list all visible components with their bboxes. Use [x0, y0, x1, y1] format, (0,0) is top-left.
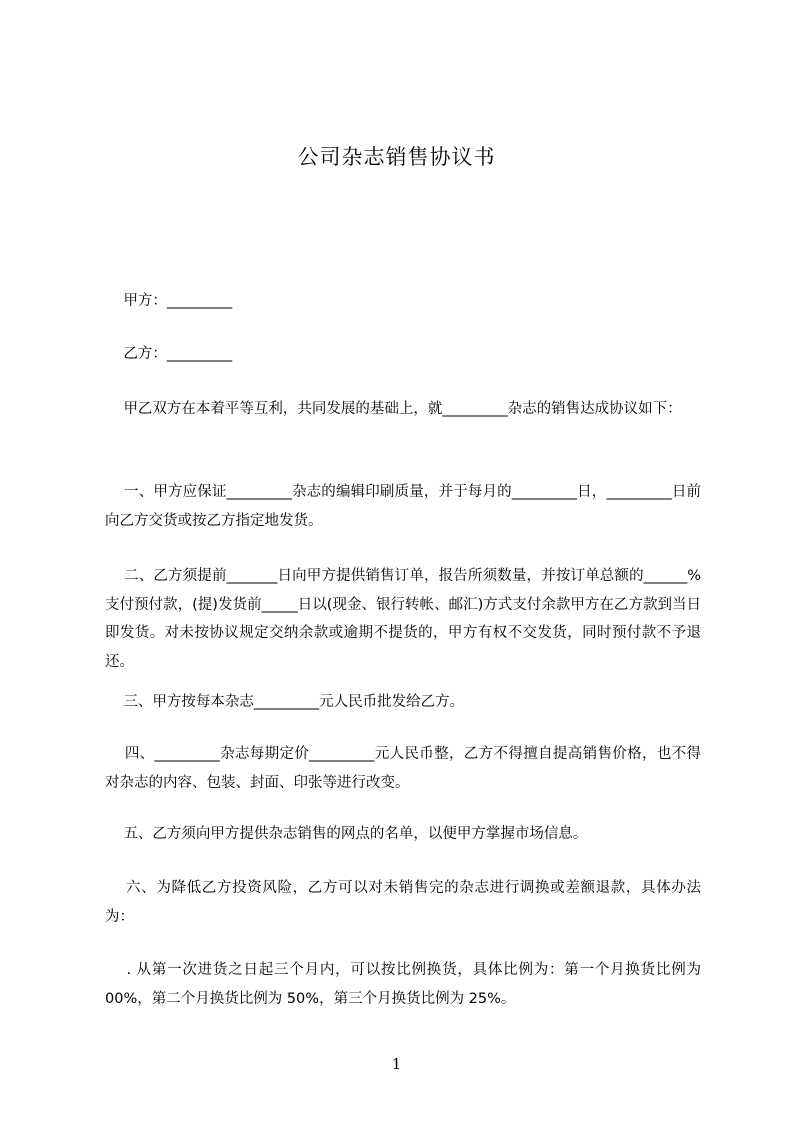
clause-4-paragraph: 四、_________杂志每期定价_________元人民币整，乙方不得擅自提高销售价格，也不得对杂志的内容、包装、封面、印张等进行改变。: [105, 746, 702, 791]
clause-1-paragraph: 一、甲方应保证_________杂志的编辑印刷质量，并于每月的_________日，_________日前向乙方交货或按乙方指定地发货。: [105, 484, 702, 529]
page-number: 1: [391, 1055, 402, 1073]
party-b-line: 乙方：_________: [105, 346, 233, 362]
clause-5-paragraph: 五、乙方须向甲方提供杂志销售的网点的名单，以便甲方掌握市场信息。: [105, 826, 588, 842]
party-a-line: 甲方：_________: [105, 293, 233, 309]
clause-3-paragraph: 三、甲方按每本杂志_________元人民币批发给乙方。: [105, 694, 465, 710]
clause-6-paragraph: 六、为降低乙方投资风险，乙方可以对未销售完的杂志进行调换或差额退款，具体办法为：: [105, 880, 701, 925]
preamble-paragraph: 甲乙双方在本着平等互利，共同发展的基础上，就_________杂志的销售达成协议如下：: [105, 401, 682, 417]
document-title: 公司杂志销售协议书: [297, 145, 496, 169]
clause-2-paragraph: 二、乙方须提前_______日向甲方提供销售订单，报告所须数量，并按订单总额的______%支付预付款，(提)发货前_____日以(现金、银行转帐、邮汇)方式支付余款甲方在乙方款到当日即发货。对未按协议规定交纳余款或逾期不提货的，甲方有权不交发货，同时预付款不予退还。: [105, 568, 702, 670]
clause-6-detail-paragraph: . 从第一次进货之日起三个月内，可以按比例换货，具体比例为：第一个月换货比例为 00%，第二个月换货比例为 50%，第三个月换货比例为 25%。: [105, 962, 706, 1007]
